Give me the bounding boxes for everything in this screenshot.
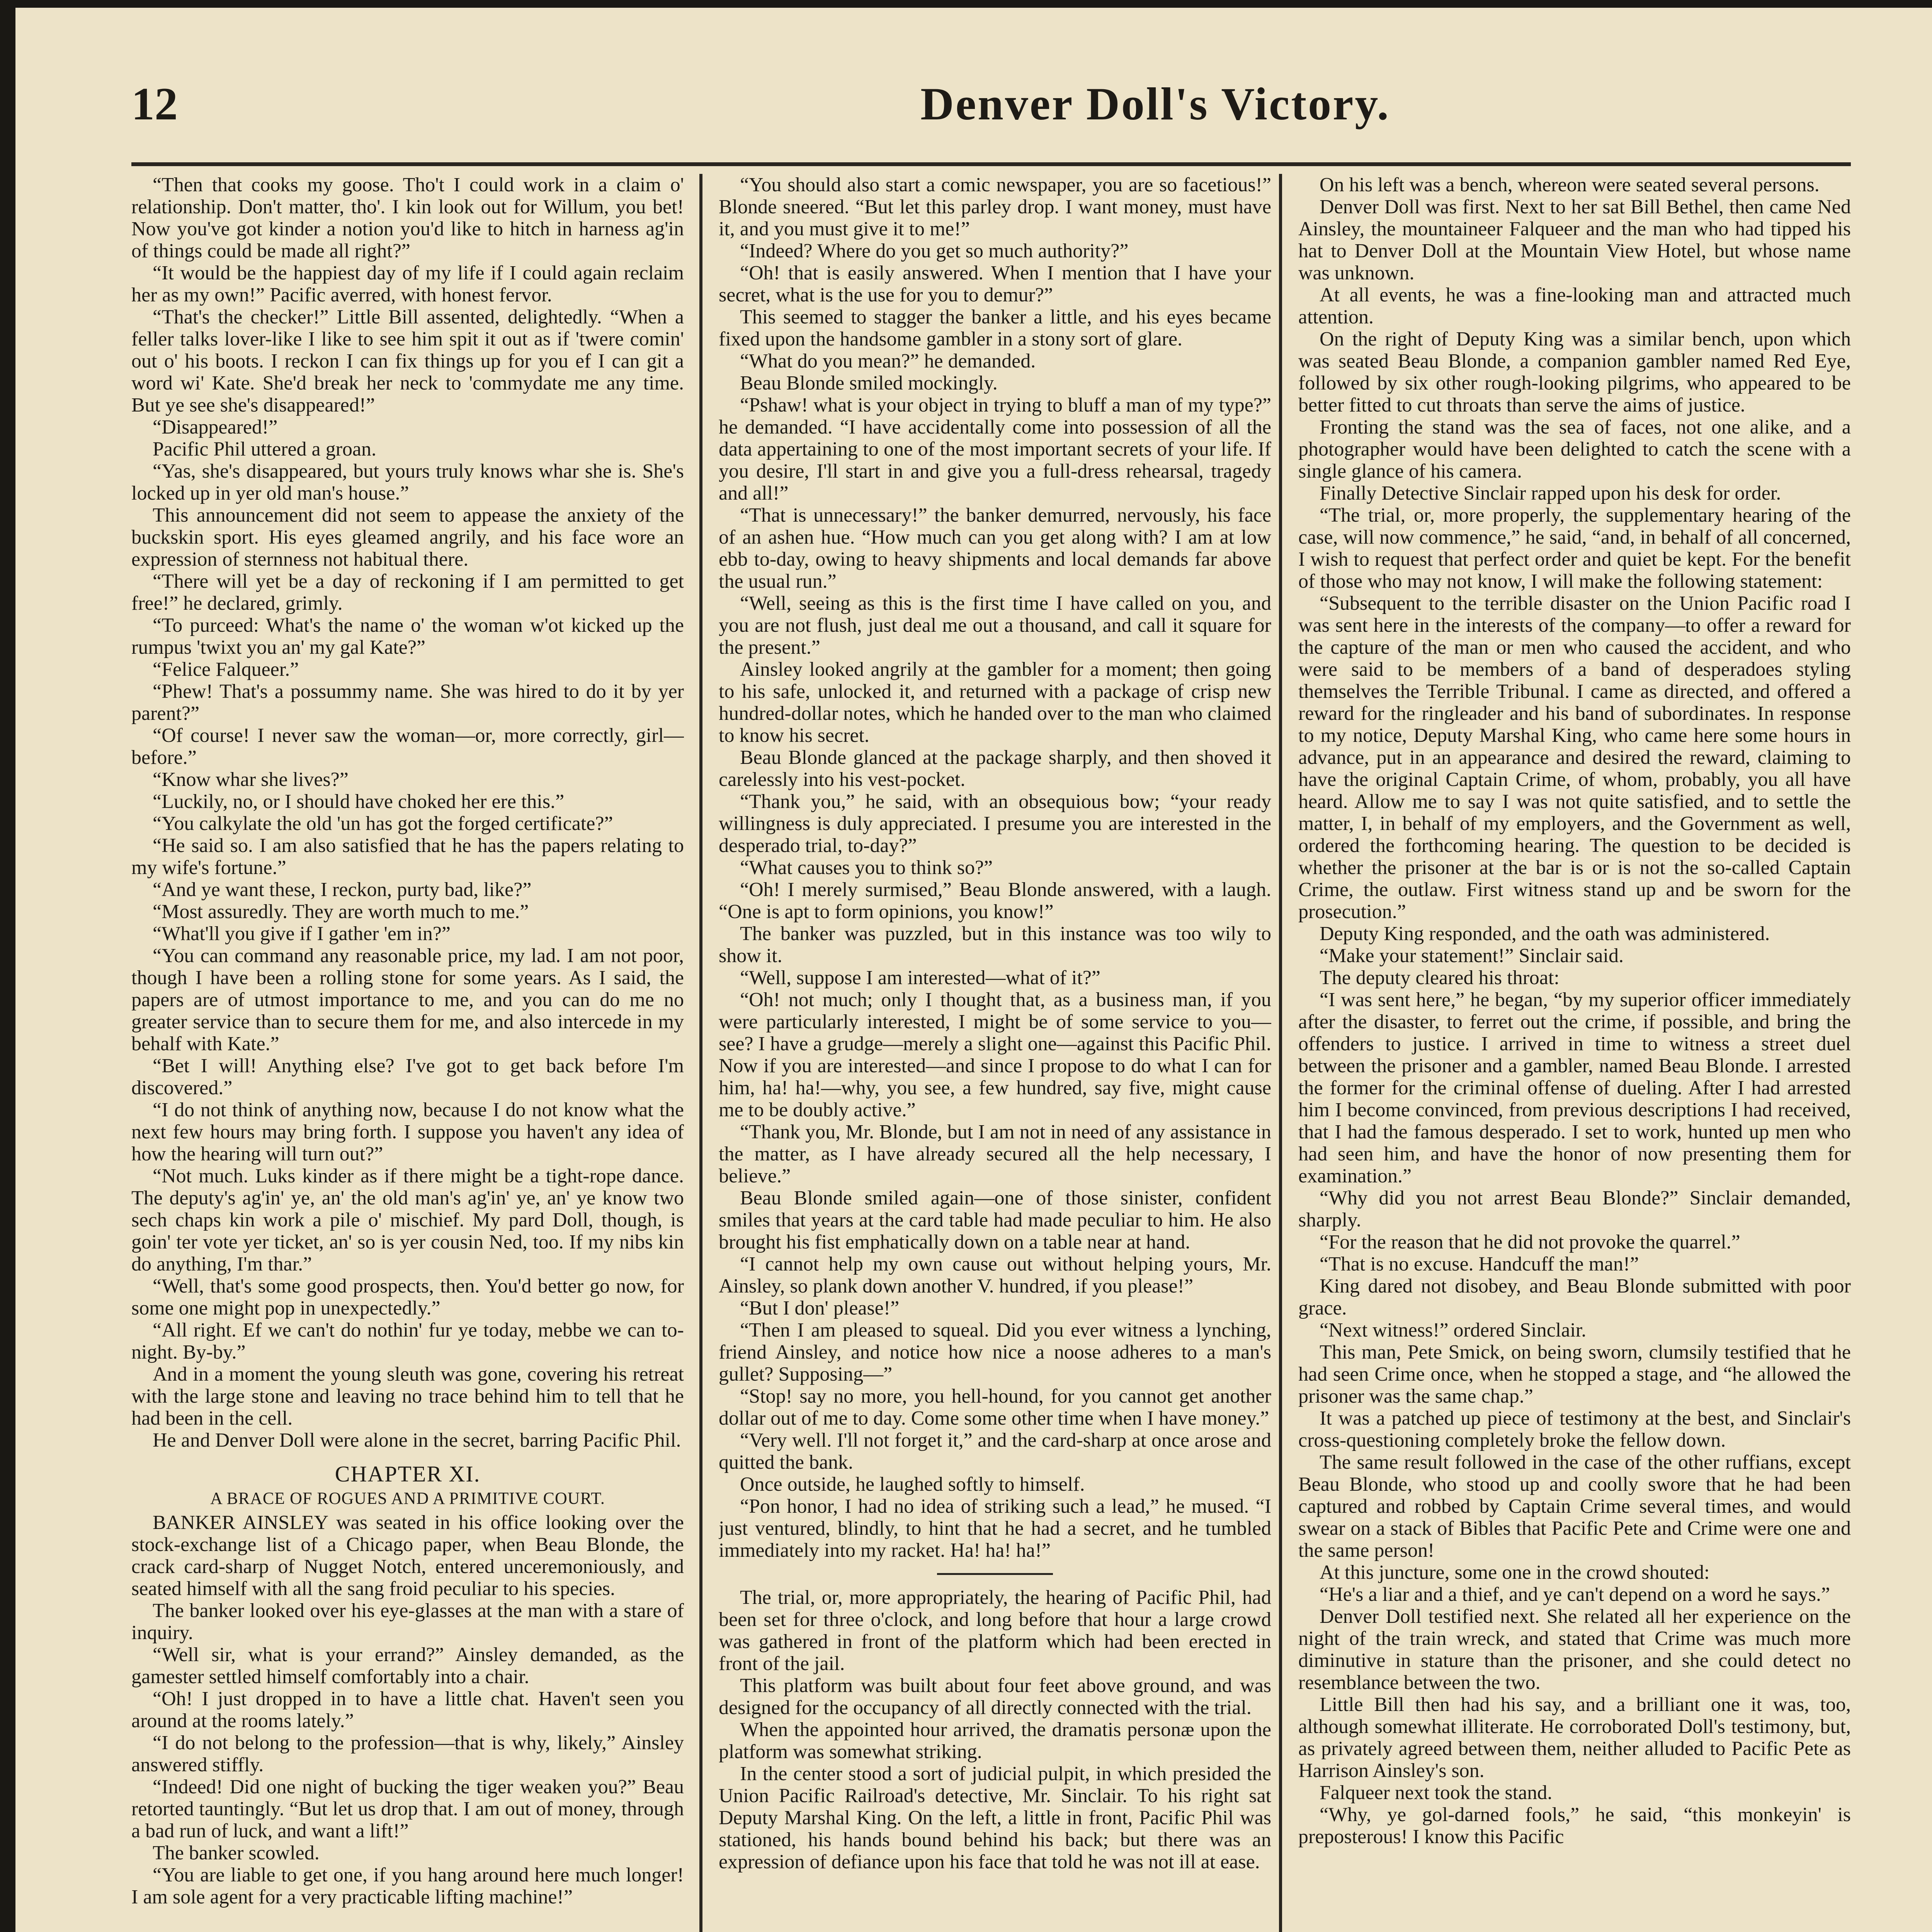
paragraph: On the right of Deputy King was a similar bench, upon which was seated Beau Blonde, a companion gambler named Red Eye, followed by six other rough-looking pilgrims, who appeared to be better fitted to cut throats than serve the aims of justice. <box>1298 328 1851 416</box>
paragraph: “Then that cooks my goose. Tho't I could work in a claim o' relationship. Don't matter, tho'. I kin look out for Willum, you bet! Now you've got kinder a notion you'd like to hitch in harness ag'in of things could be made all right?” <box>131 174 684 262</box>
paragraph: “That is no excuse. Handcuff the man!” <box>1320 1253 1639 1275</box>
text-column-1 <box>131 174 684 1932</box>
paragraph: This announcement did not seem to appease the anxiety of the buckskin sport. His eyes gleamed angrily, and his face wore an expression of sternness not habitual there. <box>131 504 684 570</box>
paragraph: “The trial, or, more properly, the supplementary hearing of the case, will now commence,” he said, “and, in behalf of all concerned, I wish to request that perfect order and quiet be kept. For the benefit of those who may not know, I will make the following statement: <box>1298 504 1851 592</box>
paragraph: “Pshaw! what is your object in trying to bluff a man of my type?” he demanded. “I have accidentally come into possession of all the data appertaining to one of the most important secrets of your life. If you desire, I'll start in and give you a full-dress rehearsal, tragedy and all!” <box>719 394 1271 504</box>
paragraph: The banker was puzzled, but in this instance was too wily to show it. <box>719 923 1271 967</box>
paragraph: “Most assuredly. They are worth much to me.” <box>153 901 529 923</box>
column-2-paragraphs <box>719 174 1271 1561</box>
paragraph: “You should also start a comic newspaper, you are so facetious!” Blonde sneered. “But let this parley drop. I want money, must have it, and you must give it to me!” <box>719 174 1271 240</box>
paragraph: “It would be the happiest day of my life if I could again reclaim her as my own!” Pacific averred, with honest fervor. <box>131 262 684 306</box>
paragraph: “Indeed! Did one night of bucking the tiger weaken you?” Beau retorted tauntingly. “But let us drop that. I am out of money, through a bad run of luck, and want a lift!” <box>131 1776 684 1842</box>
paragraph: “There will yet be a day of reckoning if I am permitted to get free!” he declared, grimly. <box>131 570 684 614</box>
paragraph: “You calkylate the old 'un has got the forged certificate?” <box>153 813 613 835</box>
paragraph: Beau Blonde glanced at the package sharply, and then shoved it carelessly into his vest-pocket. <box>719 747 1271 791</box>
running-title: Denver Doll's Victory. <box>920 78 1390 129</box>
paragraph: “Bet I will! Anything else? I've got to get back before I'm discovered.” <box>131 1055 684 1099</box>
paragraph: “Not much. Luks kinder as if there might be a tight-rope dance. The deputy's ag'in' ye, an' the old man's ag'in' ye, an' ye know two sech chaps kin work a pile o' mischief. My pard Doll, though, is goin' ter vote yer ticket, an' so is yer cousin Ned, too. If my nibs kin do anything, I'm thar.” <box>131 1165 684 1275</box>
text-column-3 <box>1298 174 1851 1932</box>
paragraph: Beau Blonde smiled mockingly. <box>740 372 998 394</box>
paragraph: “Stop! say no more, you hell-hound, for you cannot get another dollar out of me to day. Come some other time when I have money.” <box>719 1385 1271 1429</box>
paragraph: Ainsley looked angrily at the gambler for a moment; then going to his safe, unlocked it, and returned with a package of crisp new hundred-dollar notes, which he handed over to the man who claimed to know his secret. <box>719 658 1271 747</box>
paragraph: Pacific Phil uttered a groan. <box>153 438 377 460</box>
paragraph: “What do you mean?” he demanded. <box>740 350 1036 372</box>
paragraph: “I cannot help my own cause out without helping yours, Mr. Ainsley, so plank down another V. hundred, if you please!” <box>719 1253 1271 1297</box>
paragraph: He and Denver Doll were alone in the secret, barring Pacific Phil. <box>153 1429 681 1451</box>
paragraph: It was a patched up piece of testimony at the best, and Sinclair's cross-questioning completely broke the fellow down. <box>1298 1407 1851 1451</box>
paragraph: “Make your statement!” Sinclair said. <box>1320 945 1624 967</box>
newspaper-page <box>15 8 1932 1932</box>
paragraph: And in a moment the young sleuth was gone, covering his retreat with the large stone and leaving no trace behind him to tell that he had been in the cell. <box>131 1363 684 1429</box>
paragraph: “Pon honor, I had no idea of striking such a lead,” he mused. “I just ventured, blindly, to hint that he had a secret, and he tumbled immediately into my racket. Ha! ha! ha!” <box>719 1495 1271 1561</box>
paragraph: “Oh! that is easily answered. When I mention that I have your secret, what is the use for you to demur?” <box>719 262 1271 306</box>
column-2-trial-paragraphs <box>719 1587 1271 1873</box>
paragraph: “Then I am pleased to squeal. Did you ever witness a lynching, friend Ainsley, and notice how nice a noose adheres to a man's gullet? Supposing—” <box>719 1319 1271 1385</box>
paragraph: In the center stood a sort of judicial pulpit, in which presided the Union Pacific Railroad's detective, Mr. Sinclair. To his right sat Deputy Marshal King. On the left, a little in front, Pacific Phil was stationed, his hands bound behind his back; but there was an expression of defiance upon his face that told he was not ill at ease. <box>719 1763 1271 1873</box>
header-rule <box>131 162 1851 166</box>
paragraph: “I do not belong to the profession—that is why, likely,” Ainsley answered stiffly. <box>131 1732 684 1776</box>
paragraph: “I was sent here,” he began, “by my superior officer immediately after the disaster, to ferret out the crime, if possible, and bring the offenders to justice. I arrived in time to witness a street duel between the prisoner and a gambler, named Beau Blonde. I arrested the former for the criminal offense of dueling. After I had arrested him I become convinced, from previous descriptions I had received, that I had the famous desperado. I set to work, hunted up men who had seen him, and have the honor of now presenting them for examination.” <box>1298 989 1851 1187</box>
paragraph: Falqueer next took the stand. <box>1320 1782 1553 1804</box>
paragraph: “Of course! I never saw the woman—or, more correctly, girl—before.” <box>131 724 684 769</box>
paragraph: “For the reason that he did not provoke the quarrel.” <box>1320 1231 1740 1253</box>
paragraph: “Why did you not arrest Beau Blonde?” Sinclair demanded, sharply. <box>1298 1187 1851 1231</box>
paragraph: “You can command any reasonable price, my lad. I am not poor, though I have been a rolling stone for some years. As I said, the papers are of utmost importance to me, and you can do me no greater service than to secure them for me, and also intercede in my behalf with Kate.” <box>131 945 684 1055</box>
paragraph: Deputy King responded, and the oath was administered. <box>1320 923 1770 945</box>
page-header <box>131 73 1851 151</box>
page-number: 12 <box>131 78 178 129</box>
paragraph: This seemed to stagger the banker a little, and his eyes became fixed upon the handsome gambler in a stony sort of glare. <box>719 306 1271 350</box>
paragraph: At all events, he was a fine-looking man and attracted much attention. <box>1298 284 1851 328</box>
paragraph: “Next witness!” ordered Sinclair. <box>1320 1319 1587 1341</box>
paragraph: “Oh! not much; only I thought that, as a business man, if you were particularly interested, I might be of some service to you—see? I have a grudge—merely a slight one—against this Pacific Phil. Now if you are interested—and since I propose to do what I can for him, ha! ha!—why, you see, a few hundred, say five, might cause me to be doubly active.” <box>719 989 1271 1121</box>
text-column-2 <box>719 174 1271 1932</box>
column-1-chapter-paragraphs <box>131 1512 684 1908</box>
paragraph: “Very well. I'll not forget it,” and the card-sharp at once arose and quitted the bank. <box>719 1429 1271 1473</box>
paragraph: “You are liable to get one, if you hang around here much longer! I am sole agent for a very practicable lifting machine!” <box>131 1864 684 1908</box>
paragraph: The banker looked over his eye-glasses at the man with a stare of inquiry. <box>131 1600 684 1644</box>
paragraph: “Disappeared!” <box>153 416 278 438</box>
paragraph: King dared not disobey, and Beau Blonde submitted with poor grace. <box>1298 1275 1851 1319</box>
paragraph: “I do not think of anything now, because I do not know what the next few hours may bring forth. I suppose you haven't any idea of how the hearing will turn out?” <box>131 1099 684 1165</box>
paragraph: At this juncture, some one in the crowd shouted: <box>1320 1561 1710 1583</box>
paragraph: “To purceed: What's the name o' the woman w'ot kicked up the rumpus 'twixt you an' my gal Kate?” <box>131 614 684 658</box>
paragraph: “Know whar she lives?” <box>153 769 349 791</box>
paragraph: Once outside, he laughed softly to himself. <box>740 1473 1085 1495</box>
paragraph: “Well, suppose I am interested—what of it?” <box>740 967 1100 989</box>
chapter-title: CHAPTER XI. <box>335 1461 481 1486</box>
paragraph: The banker scowled. <box>153 1842 320 1864</box>
paragraph: The trial, or, more appropriately, the hearing of Pacific Phil, had been set for three o'clock, and long before that hour a large crowd was gathered in front of the platform which had been erected in front of the jail. <box>719 1587 1271 1675</box>
paragraph: This man, Pete Smick, on being sworn, clumsily testified that he had seen Crime once, when he stopped a stage, and “he allowed the prisoner was the same chap.” <box>1298 1341 1851 1407</box>
paragraph: “Well sir, what is your errand?” Ainsley demanded, as the gamester settled himself comfortably into a chair. <box>131 1644 684 1688</box>
paragraph: “Indeed? Where do you get so much authority?” <box>740 240 1129 262</box>
column-3-paragraphs <box>1298 174 1851 1848</box>
chapter-subtitle: A BRACE OF ROGUES AND A PRIMITIVE COURT. <box>210 1489 605 1508</box>
paragraph: “Thank you,” he said, with an obsequious bow; “your ready willingness is duly appreciated. I presume you are interested in the desperado trial, to-day?” <box>719 791 1271 857</box>
section-divider <box>937 1573 1053 1575</box>
paragraph: Little Bill then had his say, and a brilliant one it was, too, although somewhat illiterate. He corroborated Doll's testimony, but, as privately agreed between them, neither alluded to Pacific Pete as Harrison Ainsley's son. <box>1298 1694 1851 1782</box>
paragraph: “He said so. I am also satisfied that he has the papers relating to my wife's fortune.” <box>131 835 684 879</box>
paragraph: Finally Detective Sinclair rapped upon his desk for order. <box>1320 482 1781 504</box>
paragraph: The same result followed in the case of the other ruffians, except Beau Blonde, who stood up and coolly swore that he had been captured and robbed by Captain Crime several times, and would swear on a stack of Bibles that Pacific Pete and Crime were one and the same person! <box>1298 1451 1851 1561</box>
paragraph: “What causes you to think so?” <box>740 857 993 879</box>
paragraph: “Oh! I just dropped in to have a little chat. Haven't seen you around at the rooms lately.” <box>131 1688 684 1732</box>
paragraph: “Luckily, no, or I should have choked her ere this.” <box>153 791 565 813</box>
column-1-paragraphs <box>131 174 684 1451</box>
paragraph: “But I don' please!” <box>740 1297 900 1319</box>
paragraph: “And ye want these, I reckon, purty bad, like?” <box>153 879 532 901</box>
paragraph: “Well, that's some good prospects, then. You'd better go now, for some one might pop in unexpectedly.” <box>131 1275 684 1319</box>
paragraph: “That is unnecessary!” the banker demurred, nervously, his face of an ashen hue. “How much can you get along with? I am at low ebb to-day, owing to heavy shipments and local demands far above the usual run.” <box>719 504 1271 592</box>
paragraph: On his left was a bench, whereon were seated several persons. <box>1320 174 1820 196</box>
paragraph: “What'll you give if I gather 'em in?” <box>153 923 451 945</box>
paragraph: “He's a liar and a thief, and ye can't depend on a word he says.” <box>1320 1583 1830 1605</box>
paragraph: “Thank you, Mr. Blonde, but I am not in need of any assistance in the matter, as I have already secured all the help necessary, I believe.” <box>719 1121 1271 1187</box>
paragraph: “Felice Falqueer.” <box>153 658 299 680</box>
paragraph: This platform was built about four feet above ground, and was designed for the occupancy of all directly connected with the trial. <box>719 1675 1271 1719</box>
paragraph: When the appointed hour arrived, the dramatis personæ upon the platform was somewhat striking. <box>719 1719 1271 1763</box>
column-divider <box>1279 174 1282 1932</box>
paragraph: Denver Doll was first. Next to her sat Bill Bethel, then came Ned Ainsley, the mountaineer Falqueer and the man who had tipped his hat to Denver Doll at the Mountain View Hotel, but whose name was unknown. <box>1298 196 1851 284</box>
paragraph: The deputy cleared his throat: <box>1320 967 1560 989</box>
paragraph: Denver Doll testified next. She related all her experience on the night of the train wreck, and stated that Crime was much more diminutive in stature than the prisoner, and she could detect no resemblance between the two. <box>1298 1605 1851 1694</box>
paragraph: “Phew! That's a possummy name. She was hired to do it by yer parent?” <box>131 680 684 724</box>
paragraph: “Well, seeing as this is the first time I have called on you, and you are not flush, just deal me out a thousand, and call it square for the present.” <box>719 592 1271 658</box>
paragraph: “Subsequent to the terrible disaster on the Union Pacific road I was sent here in the interests of the company—to offer a reward for the capture of the man or men who caused the accident, and who were said to be members of a band of desperadoes styling themselves the Terrible Tribunal. I came as directed, and offered a reward for the ringleader and his band of subordinates. In response to my notice, Deputy Marshal King, who came here some hours in advance, put in an appearance and desired the reward, claiming to have the original Captain Crime, of whom, probably, you all have heard. Allow me to say I was not quite satisfied, and to settle the matter, I, in behalf of my employers, and the Government as well, ordered the forthcoming hearing. The question to be decided is whether the prisoner at the bar is or is not the so-called Captain Crime, the outlaw. First witness stand up and be sworn for the prosecution.” <box>1298 592 1851 923</box>
paragraph: Fronting the stand was the sea of faces, not one alike, and a photographer would have been delighted to catch the scene with a single glance of his camera. <box>1298 416 1851 482</box>
paragraph: “That's the checker!” Little Bill assented, delightedly. “When a feller talks lover-like I like to see him spit it out as if 'twere comin' out o' his boots. I reckon I can fix things up for you ef I can git a word wi' Kate. She'd break her neck to 'commydate me any time. But ye see she's disappeared!” <box>131 306 684 416</box>
column-divider <box>699 174 702 1932</box>
paragraph: “Oh! I merely surmised,” Beau Blonde answered, with a laugh. “One is apt to form opinions, you know!” <box>719 879 1271 923</box>
paragraph: “Why, ye gol-darned fools,” he said, “this monkeyin' is preposterous! I know this Pacific <box>1298 1804 1851 1848</box>
paragraph: BANKER AINSLEY was seated in his office looking over the stock-exchange list of a Chicago paper, when Beau Blonde, the crack card-sharp of Nugget Notch, entered unceremoniously, and seated himself with all the sang froid peculiar to his species. <box>131 1512 684 1600</box>
paragraph: Beau Blonde smiled again—one of those sinister, confident smiles that years at the card table had made peculiar to him. He also brought his fist emphatically down on a table near at hand. <box>719 1187 1271 1253</box>
paragraph: “All right. Ef we can't do nothin' fur ye today, mebbe we can to-night. By-by.” <box>131 1319 684 1363</box>
paragraph: “Yas, she's disappeared, but yours truly knows whar she is. She's locked up in yer old man's house.” <box>131 460 684 504</box>
